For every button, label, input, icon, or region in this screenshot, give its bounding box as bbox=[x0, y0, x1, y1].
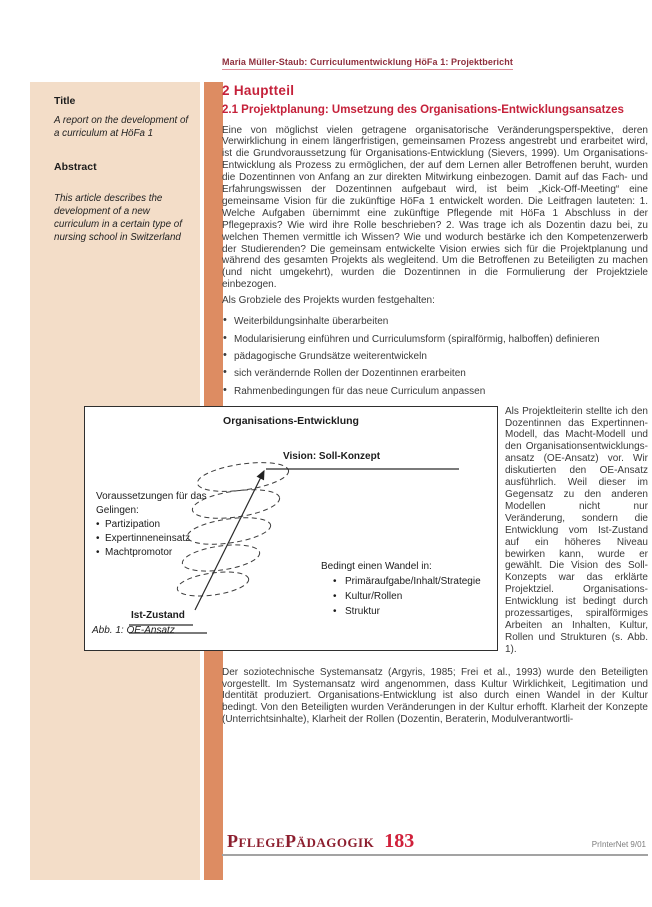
figure-title: Organisations-Entwicklung bbox=[223, 414, 359, 427]
prerequisites-heading: Voraussetzungen für das Gelingen: bbox=[96, 490, 207, 516]
goal-item: • sich verändernde Rollen der Dozentinnen erarbeiten bbox=[222, 368, 648, 380]
prerequisite-item: • Partizipation bbox=[96, 518, 208, 532]
figure-row bbox=[92, 405, 648, 727]
journal-wordmark: PflegePädagogik bbox=[227, 831, 375, 851]
wandel-item bbox=[321, 604, 493, 619]
sidebar-title-label: Title bbox=[54, 95, 76, 107]
wandel-block bbox=[321, 559, 493, 619]
issue-label: PrInterNet 9/01 bbox=[591, 840, 646, 849]
wandel-item bbox=[321, 574, 493, 589]
prerequisites-block bbox=[96, 490, 208, 560]
prerequisites-list bbox=[96, 518, 208, 560]
wandel-heading: Bedingt einen Wandel in: bbox=[321, 560, 432, 572]
ist-zustand-label: Ist-Zustand bbox=[131, 609, 185, 621]
paragraph-system-ansatz: Der soziotechnische Systemansatz (Argyris, 1985; Frei et al., 1993) wurde den Beteiligten vorgestellt. Im Systemansatz wird angenommen, dass Kultur Wirklichkeit, Legitimation und Identität produziert. Organisations-Entwicklung ist also durch einen Wandel in der Kultur bedingt. Von den Beteiligten wurden Veränderungen in der Kultur erhofft. Klarheit der Konzepte (Unterrichtsinhalte), Klarheit der Rollen (Dozentin, Beraterin, Modulverantwortli- bbox=[222, 666, 648, 726]
goal-item: • Weiterbildungsinhalte überarbeiten bbox=[222, 316, 648, 328]
goals-intro: Als Grobziele des Projekts wurden festgehalten: bbox=[222, 295, 435, 307]
sidebar-abstract-text: This article describes the development of a new curriculum in a certain type of nursing school in Switzerland bbox=[54, 193, 182, 243]
vision-label: Vision: Soll-Konzept bbox=[283, 450, 381, 462]
goal-item: • pädagogische Grundsätze weiterentwickeln bbox=[222, 351, 648, 363]
paragraph-project-planning: Eine von möglichst vielen getragene organisatorische Veränderungsperspektive, deren Verwirklichung in einem längerfristigen, gemeinsamen Prozess angestrebt und erarbeitet wird, ist die Grundvoraussetzung für Organisations-Entwicklung (Sievers, 1999). Um Organisations-Entwicklung als Prozess zu ermöglichen, der auf dem Lernen aller Betroffenen beruht, wurden die Dozentinnen von Anfang an zur direkten Mitwirkung einbezogen. Damit auf das Fach- und Erfahrungswissen der Dozentinnen aufgebaut wird, ist beim „Kick-Off-Meeting“ eine gemeinsame Vision für die zukünftige HöFa 1 entwickelt worden. Die Leitfragen lauteten: 1. Welche Aufgaben übernimmt eine zukünftige Pflegende mit HöFa 1 Abschluss in der Pflegepraxis? Wie wird ihre Rolle beschrieben? 2. Was trage ich als Dozentin dazu bei, zu welchen Themen vermittle ich Wissen? Wie und wodurch bestärke ich den Kompetenzerwerb der Studierenden? Die gemeinsam entwickelte Vision erwies sich für die Projektplanung und während des gesamten Projekts als wegleitend. Um die Betroffenen zu Beteiligten zu machen (und nicht umgekehrt), wurden die Dozentinnen in die Formulierung der Projektziele einbezogen. bbox=[222, 124, 648, 291]
prerequisite-item: • Expertinneneinsatz bbox=[96, 532, 208, 546]
figure-box-oe-ansatz bbox=[84, 406, 498, 651]
goals-list bbox=[222, 316, 648, 398]
wandel-item-label: Struktur bbox=[345, 605, 381, 617]
section-heading: 2 Hauptteil bbox=[222, 83, 295, 98]
page-footer bbox=[222, 830, 648, 856]
subsection-heading: 2.1 Projektplanung: Umsetzung des Organisations-Entwicklungsansatzes bbox=[222, 104, 624, 116]
figure-caption: Abb. 1: OE-Ansatz bbox=[92, 624, 175, 636]
wandel-item bbox=[321, 589, 493, 604]
bullet-icon: • bbox=[333, 590, 337, 602]
bullet-icon: • bbox=[333, 605, 337, 617]
footer-rule bbox=[222, 854, 648, 856]
wandel-item-label: Kultur/Rollen bbox=[345, 590, 403, 602]
footer-line bbox=[222, 830, 648, 853]
running-head: Maria Müller-Staub: Curriculumentwicklung HöFa 1: Projektbericht bbox=[222, 57, 513, 70]
page-number: 183 bbox=[384, 830, 415, 852]
prerequisite-item: • Machtpromotor bbox=[96, 546, 208, 560]
sidebar-title-text: A report on the development of a curriculum at HöFa 1 bbox=[54, 115, 189, 139]
goal-item: • Rahmenbedingungen für das neue Curriculum anpassen bbox=[222, 386, 648, 398]
sidebar-abstract-label: Abstract bbox=[54, 161, 97, 173]
wandel-item-label: Primäraufgabe/Inhalt/Strategie bbox=[345, 575, 481, 587]
paragraph-oe-ansatz-choice: Als Projektleiterin stellte ich den Dozentinnen das Expertinnen-Modell, das Macht-Modell und den Organisationsentwicklungsansatz (OE-Ansatz) vor. Wir diskutierten den OE-Ansatz ausführlich. Weil dieser im Gegensatz zu den anderen Modellen nicht nur Veränderung, sondern die Entwicklung vom Ist-Zustand auf ein höheres Niveau bewirken kann, wurde er gewählt. Die Vision des Soll-Konzepts war das erklärte Projektziel. Organisations-Entwicklung ist bedingt durch prozessartiges, spiralförmiges Arbeiten an Inhalten, Kultur, Rollen und Strukturen (s. Abb. 1). bbox=[505, 405, 648, 655]
bullet-icon: • bbox=[333, 575, 337, 587]
goal-item: • Modularisierung einführen und Curriculumsform (spiralförmig, halboffen) definieren bbox=[222, 334, 648, 346]
